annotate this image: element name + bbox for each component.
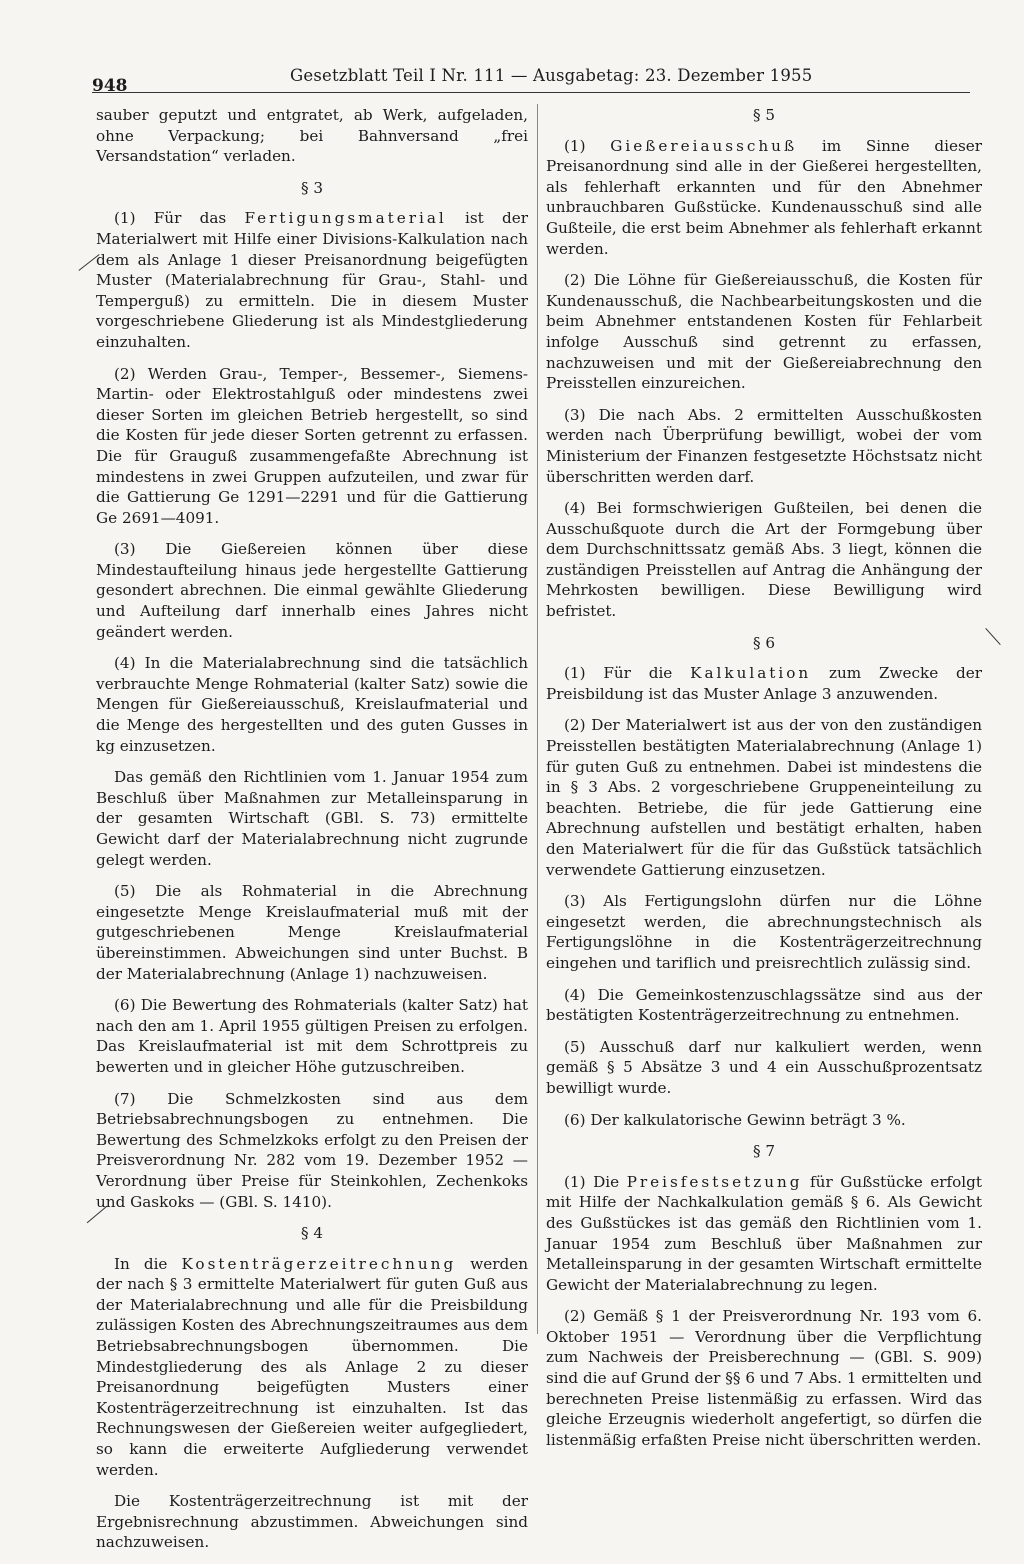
paragraph [546, 1172, 982, 1296]
text: zum Zwecke der Preisbildung ist das Muster Anlage 3 anzuwenden. [546, 664, 982, 703]
paragraph: (4) In die Materialabrechnung sind die tatsächlich verbrauchte Menge Rohmaterial (kalter Satz) sowie die Mengen für Gießereiausschuß, Kreislaufmaterial und die Menge des hergestellten und des guten Gusses in kg einzusetzen. [96, 654, 528, 755]
paragraph: (5) Die als Rohmaterial in die Abrechnung eingesetzte Menge Kreislaufmaterial muß mit der gutgeschriebenen Menge Kreislaufmaterial übereinstimmen. Abweichungen sind unter Buchst. B der Materialabrechnung (Anlage 1) nachzuweisen. [96, 882, 528, 983]
section-heading-7: § 7 [752, 1142, 776, 1161]
paragraph: (2) Der Materialwert ist aus der von den zuständigen Preisstellen bestätigten Materialabrechnung (Anlage 1) für guten Guß zu entnehmen. Dabei ist mindestens die in § 3 Abs. 2 vorgeschriebene Gruppeneinteilung zu beachten. Betriebe, die für jede Gattierung eine Abrechnung aufstellen und bestätigt erhalten, haben den Materialwert für die für das Gußstück tatsächlich verwendete Gattierung einzusetzen. [546, 716, 982, 879]
spaced-term: Kostenträgerzeitrechnung [181, 1254, 457, 1273]
paragraph: (2) Gemäß § 1 der Preisverordnung Nr. 193 vom 6. Oktober 1951 — Verordnung über die Verpflichtung zum Nachweis der Preisberechnung — (GBl. S. 909) sind die auf Grund der §§ 6 und 7 Abs. 1 ermittelten und berechneten Preise listenmäßig zu erfassen. Wird das gleiche Erzeugnis wiederholt angefertigt, so dürfen die listenmäßig erfaßten Preise nicht überschritten werden. [546, 1307, 982, 1449]
text: In die [114, 1254, 182, 1273]
paragraph: (5) Ausschuß darf nur kalkuliert werden, wenn gemäß § 5 Absätze 3 und 4 ein Ausschußprozentsatz bewilligt wurde. [546, 1037, 982, 1097]
paragraph: Die Kostenträgerzeitrechnung ist mit der Ergebnisrechnung abzustimmen. Abweichungen sind nachzuweisen. [96, 1492, 528, 1552]
header-rule [92, 92, 970, 93]
paragraph [546, 663, 982, 704]
paragraph [96, 208, 528, 352]
paragraph: (6) Der kalkulatorische Gewinn beträgt 3 %. [564, 1110, 906, 1129]
section-heading-4: § 4 [300, 1224, 324, 1243]
paragraph: (7) Die Schmelzkosten sind aus dem Betriebsabrechnungsbogen zu entnehmen. Die Bewertung des Schmelzkoks erfolgt zu den Preisen der Preisverordnung Nr. 282 vom 19. Dezember 1952 — Verordnung über Preise für Steinkohlen, Zechenkoks und Gaskoks — (GBl. S. 1410). [96, 1089, 528, 1211]
paragraph [546, 136, 982, 260]
paragraph [96, 1254, 528, 1481]
spaced-term: Fertigungsmaterial [244, 209, 447, 228]
spaced-term: Kalkulation [690, 664, 812, 683]
running-header: Gesetzblatt Teil I Nr. 111 — Ausgabetag: 23. Dezember 1955 [290, 66, 813, 85]
paragraph: (3) Die nach Abs. 2 ermittelten Ausschußkosten werden nach Überprüfung bewilligt, wobei der vom Ministerium der Finanzen festgesetzte Höchstsatz nicht überschritten werden darf. [546, 405, 982, 486]
margin-mark [985, 628, 1000, 645]
paragraph: (3) Die Gießereien können über diese Mindestaufteilung hinaus jede hergestellte Gattierung gesondert abrechnen. Die einmal gewählte Gliederung und Aufteilung darf innerhalb eines Jahres nicht geändert werden. [96, 540, 528, 641]
paragraph: Das gemäß den Richtlinien vom 1. Januar 1954 zum Beschluß über Maßnahmen zur Metalleinsparung in der gesamten Wirtschaft (GBl. S. 73) ermittelte Gewicht darf der Materialabrechnung nicht zugrunde gelegt werden. [96, 768, 528, 869]
spaced-term: Gießereiausschuß [610, 136, 798, 155]
spaced-term: Preisfestsetzung [626, 1172, 803, 1191]
paragraph: (3) Als Fertigungslohn dürfen nur die Löhne eingesetzt werden, die abrechnungstechnisch als Fertigungslöhne in die Kostenträgerzeitrechnung eingehen und tariflich und preisrechtlich zulässig sind. [546, 892, 982, 972]
paragraph: (4) Bei formschwierigen Gußteilen, bei denen die Ausschußquote durch die Art der Formgebung über dem Durchschnittssatz gemäß Abs. 3 liegt, können die zuständigen Preisstellen auf Antrag die Anhängung der Mehrkosten bewilligen. Diese Bewilligung wird befristet. [546, 499, 982, 621]
text: ist der Materialwert mit Hilfe einer Divisions-Kalkulation nach dem als Anlage 1 dieser Preisanordnung beigefügten Muster (Materialabrechnung für Grau-, Stahl- und Temperguß) zu ermitteln. Die in diesem Muster vorgeschriebene Gliederung ist als Mindestgliederung einzuhalten. [96, 209, 528, 351]
page-number: 948 [92, 76, 128, 96]
text: (1) Die [564, 1172, 627, 1191]
section-heading-6: § 6 [752, 633, 776, 652]
text: werden der nach § 3 ermittelte Materialwert für guten Guß aus der Materialabrechnung und alle für die Preisbildung zulässigen Kosten des Abrechnungszeitraumes aus dem Betriebsabrechnungsbogen übernommen. Die Mindestgliederung des als Anlage 2 zu dieser Preisanordnung beigefügten Musters einer Kostenträgerzeitrechnung ist einzuhalten. Ist das Rechnungswesen der Gießereien weiter aufgegliedert, so kann die erweiterte Aufgliederung verwendet werden. [96, 1254, 528, 1479]
column-divider [537, 104, 538, 1334]
section-heading-3: § 3 [300, 178, 324, 197]
section-heading-5: § 5 [752, 106, 776, 124]
text: für Gußstücke erfolgt mit Hilfe der Nachkalkulation gemäß § 6. Als Gewicht des Gußstückes ist das gemäß den Richtlinien vom 1. Januar 1954 zum Beschluß über Maßnahmen zur Metalleinsparung in der gesamten Wirtschaft ermittelte Gewicht der Materialabrechnung zu legen. [546, 1172, 982, 1294]
text: (1) Für die [564, 664, 691, 683]
paragraph: (6) Die Bewertung des Rohmaterials (kalter Satz) hat nach den am 1. April 1955 gültigen Preisen zu erfolgen. Das Kreislaufmaterial ist mit dem Schrottpreis zu bewerten und in gleicher Höhe gutzuschreiben. [96, 996, 528, 1076]
paragraph: (2) Werden Grau-, Temper-, Bessemer-, Siemens-Martin- oder Elektrostahlguß oder mindestens zwei dieser Sorten im gleichen Betrieb hergestellt, so sind die Kosten für jede dieser Sorten getrennt zu erfassen. Die für Grauguß zusammengefaßte Abrechnung ist mindestens in zwei Gruppen aufzuteilen, und zwar für die Gattierung Ge 1291—2291 und für die Gattierung Ge 2691—4091. [96, 364, 528, 527]
right-column [546, 105, 982, 1461]
paragraph: (4) Die Gemeinkostenzuschlagssätze sind aus der bestätigten Kostenträgerzeitrechnung zu entnehmen. [546, 985, 982, 1025]
intro-paragraph: sauber geputzt und entgratet, ab Werk, aufgeladen, ohne Verpackung; bei Bahnversand „frei Versandstation“ verladen. [96, 106, 528, 166]
paragraph: (2) Die Löhne für Gießereiausschuß, die Kosten für Kundenausschuß, die Nachbearbeitungskosten und die beim Abnehmer entstandenen Kosten für Fehlarbeit infolge Ausschuß sind getrennt zu erfassen, nachzuweisen und mit der Gießereiabrechnung den Preisstellen einzureichen. [546, 271, 982, 393]
text: (1) [564, 136, 611, 155]
left-column [96, 105, 528, 1564]
text: im Sinne dieser Preisanordnung sind alle in der Gießerei hergestellten, als fehlerhaft erkannten und für den Abnehmer unbrauchbaren Gußstücke. Kundenausschuß sind alle Gußteile, die erst beim Abnehmer als fehlerhaft erkannt werden. [546, 136, 982, 258]
text: (1) Für das [114, 209, 245, 228]
